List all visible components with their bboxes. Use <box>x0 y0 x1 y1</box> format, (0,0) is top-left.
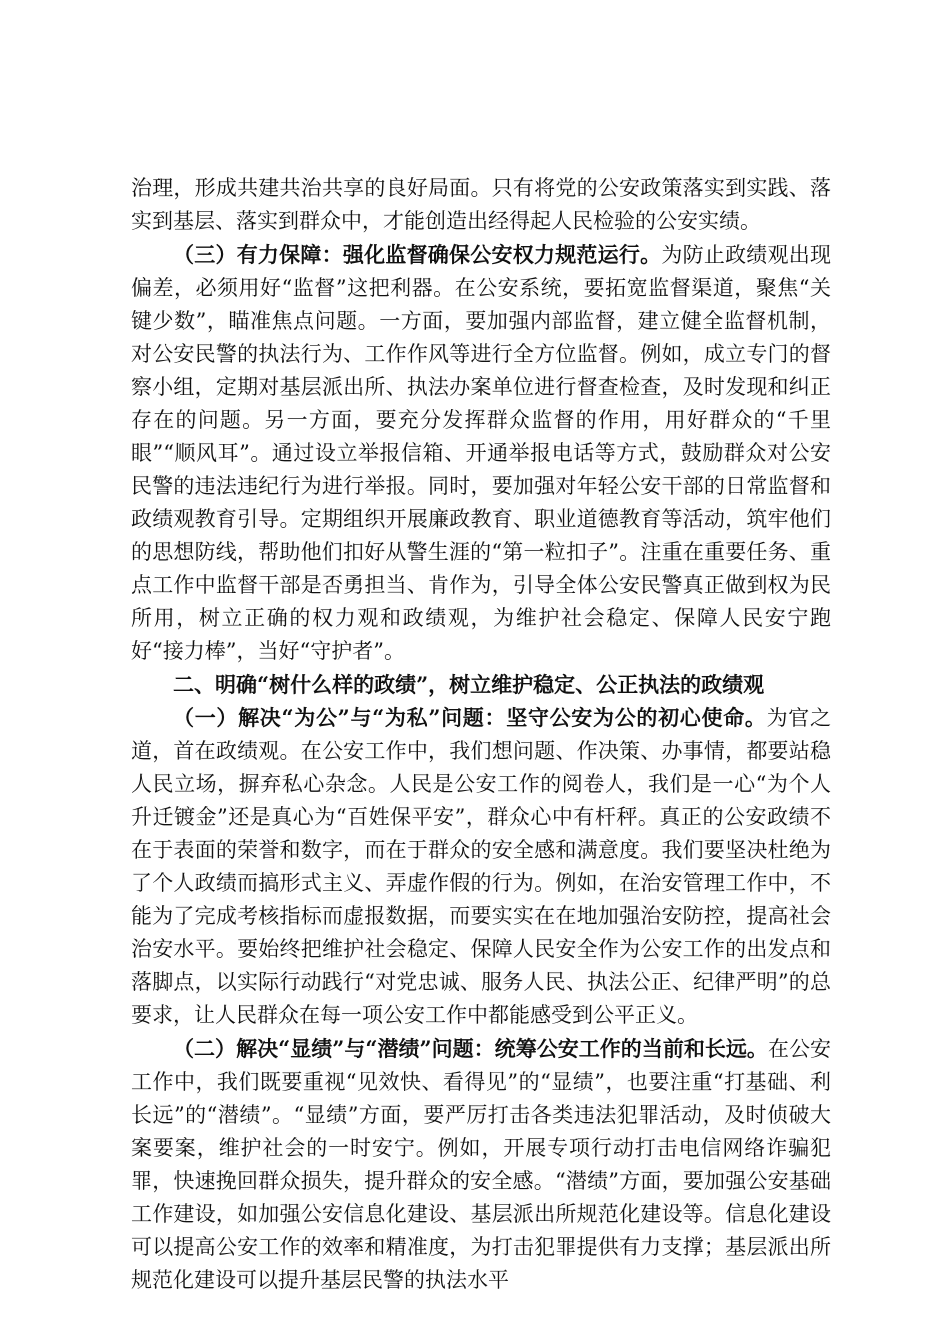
paragraph-lead: （二）解决“显绩”与“潜绩”问题：统筹公安工作的当前和长远。 <box>173 1036 768 1061</box>
paragraph-public-vs-private <box>131 701 831 1032</box>
paragraph-text: 治理，形成共建共治共享的良好局面。只有将党的公安政策落实到实践、落实到基层、落实到群众中，才能创造出经得起人民检验的公安实绩。 <box>131 176 831 233</box>
document-page <box>131 172 831 1297</box>
paragraph-lead: （一）解决“为公”与“为私”问题：坚守公安为公的初心使命。 <box>173 705 767 730</box>
paragraph-text: 为官之道，首在政绩观。在公安工作中，我们想问题、作决策、办事情，都要站稳人民立场，摒弃私心杂念。人民是公安工作的阅卷人，我们是一心“为个人升迁镀金”还是真心为“百姓保平安”，群众心中有杆秤。真正的公安政绩不在于表面的荣誉和数字，而在于群众的安全感和满意度。我们要坚决杜绝为了个人政绩而搞形式主义、弄虚作假的行为。例如，在治安管理工作中，不能为了完成考核指标而虚报数据，而要实实在在地加强治安防控，提高社会治安水平。要始终把维护社会稳定、保障人民安全作为公安工作的出发点和落脚点，以实际行动践行“对党忠诚、服务人民、执法公正、纪律严明”的总要求，让人民群众在每一项公安工作中都能感受到公平正义。 <box>131 706 831 1027</box>
paragraph-text: 为防止政绩观出现偏差，必须用好“监督”这把利器。在公安系统，要拓宽监督渠道，聚焦“关键少数”，瞄准焦点问题。一方面，要加强内部监督，建立健全监督机制，对公安民警的执法行为、工作作风等进行全方位监督。例如，成立专门的督察小组，定期对基层派出所、执法办案单位进行督查检查，及时发现和纠正存在的问题。另一方面，要充分发挥群众监督的作用，用好群众的“千里眼”“顺风耳”。通过设立举报信箱、开通举报电话等方式，鼓励群众对公安民警的违法违纪行为进行举报。同时，要加强对年轻公安干部的日常监督和政绩观教育引导。定期组织开展廉政教育、职业道德教育等活动，筑牢他们的思想防线，帮助他们扣好从警生涯的“第一粒扣子”。注重在重要任务、重点工作中监督干部是否勇担当、肯作为，引导全体公安民警真正做到权为民所用，树立正确的权力观和政绩观，为维护社会稳定、保障人民安宁跑好“接力棒”，当好“守护者”。 <box>131 243 832 663</box>
section-heading: 二、明确“树什么样的政绩”，树立维护稳定、公正执法的政绩观 <box>173 672 765 697</box>
paragraph-lead: （三）有力保障：强化监督确保公安权力规范运行。 <box>173 242 662 267</box>
paragraph-continuation <box>131 172 831 238</box>
paragraph-text: 在公安工作中，我们既要重视“见效快、看得见”的“显绩”，也要注重“打基础、利长远”的“潜绩”。“显绩”方面，要严厉打击各类违法犯罪活动，及时侦破大案要案，维护社会的一时安宁。例如，开展专项行动打击电信网络诈骗犯罪，快速挽回群众损失，提升群众的安全感。“潜绩”方面，要加强公安基础工作建设，如加强公安信息化建设、基层派出所规范化建设等。信息化建设可以提高公安工作的效率和精准度，为打击犯罪提供有力支撑；基层派出所规范化建设可以提升基层民警的执法水平 <box>131 1037 831 1292</box>
paragraph-visible-vs-latent <box>131 1032 831 1297</box>
paragraph-supervision <box>131 238 831 668</box>
